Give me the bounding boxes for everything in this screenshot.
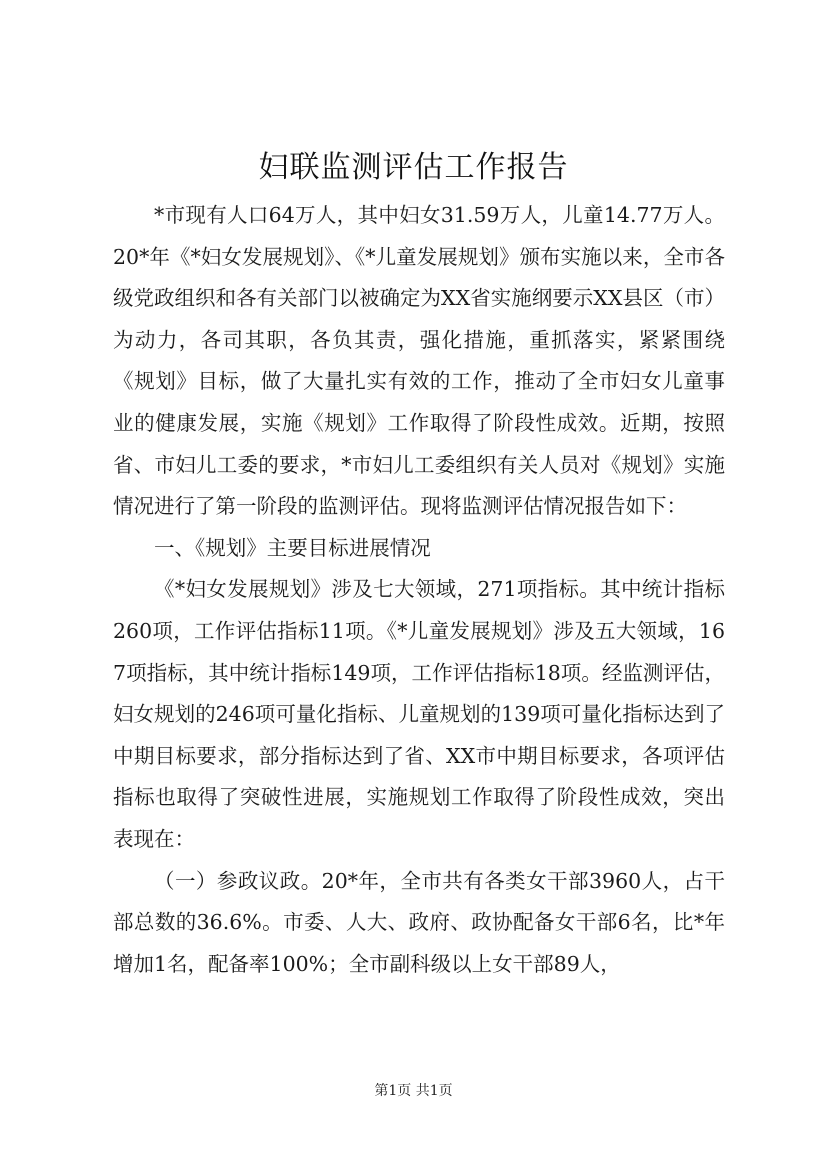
progress-paragraph: 《*妇女发展规划》涉及七大领域，271项指标。其中统计指标260项，工作评估指标11项。《*儿童发展规划》涉及五大领域，167项指标，其中统计指标149项，工作评估指标18项。经监测评估，妇女规划的246项可量化指标、儿童规划的139项可量化指标达到了中期目标要求，部分指标达到了省、XX市中期目标要求，各项评估指标也取得了突破性进展，实施规划工作取得了阶段性成效，突出表现在： xyxy=(113,577,725,851)
page-footer: 第1页 共1页 xyxy=(374,1083,453,1099)
document-title: 妇联监测评估工作报告 xyxy=(258,150,569,185)
document-body xyxy=(113,195,725,985)
politics-paragraph: （一）参政议政。20*年，全市共有各类女干部3960人，占干部总数的36.6%。市委、人大、政府、政协配备女干部6名，比*年增加1名，配备率100%；全市副科级以上女干部89人， xyxy=(113,868,725,976)
section-heading: 一、《规划》主要目标进展情况 xyxy=(154,535,431,560)
intro-paragraph: *市现有人口64万人，其中妇女31.59万人，儿童14.77万人。20*年《*妇女发展规划》、《*儿童发展规划》颁布实施以来，全市各级党政组织和各有关部门以被确定为XX省实施纲要示XX县区（市）为动力，各司其职，各负其责，强化措施，重抓落实，紧紧围绕《规划》目标，做了大量扎实有效的工作，推动了全市妇女儿童事业的健康发展，实施《规划》工作取得了阶段性成效。近期，按照省、市妇儿工委的要求，*市妇儿工委组织有关人员对《规划》实施情况进行了第一阶段的监测评估。现将监测评估情况报告如下： xyxy=(113,203,725,519)
